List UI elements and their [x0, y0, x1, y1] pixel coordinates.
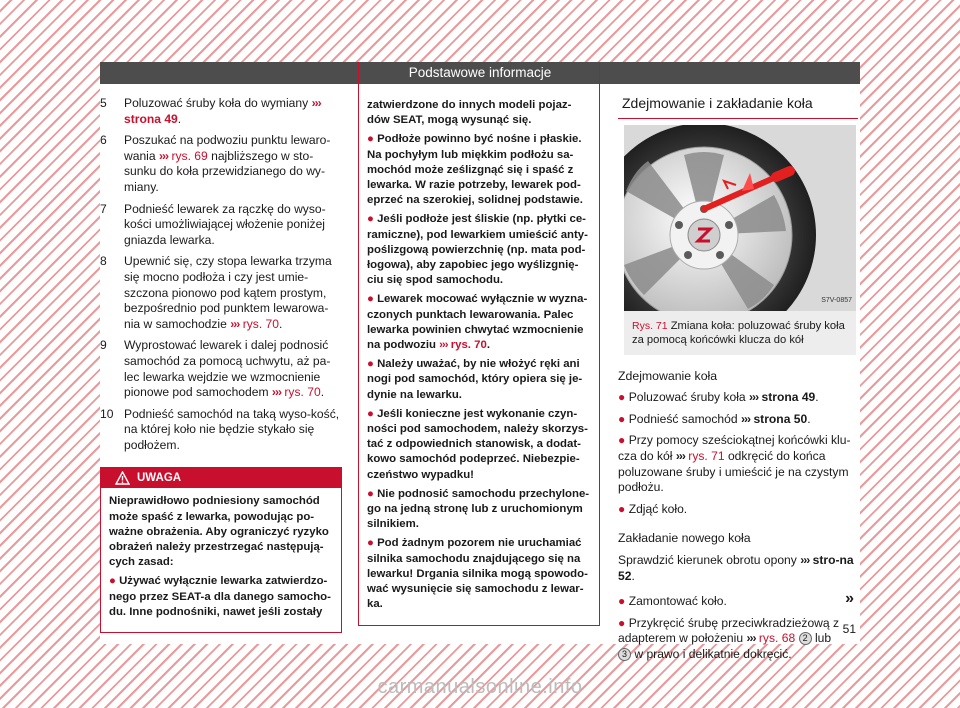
- removal-heading: Zdejmowanie koła: [618, 368, 718, 383]
- warning-triangle-icon: [115, 471, 130, 485]
- figure-code: S7V-0857: [821, 297, 852, 304]
- link-rys-69[interactable]: rys. 69: [171, 148, 208, 163]
- link-rys-70[interactable]: rys. 70: [284, 385, 321, 400]
- warning-continued-text: zatwierdzone do innych modeli pojaz-dów SEAT, mogą wysunąć się.: [367, 99, 572, 127]
- list-item: ● Zamontować koło.: [618, 594, 727, 609]
- warning-bullet: ● Jeśli konieczne jest wykonanie czyn-ności pod samochodem, należy skorzys-tać z odpowiednich stanowisk, a dodat-kowo samochód podeprzeć. Niebezpie-czeństwo wypadku!: [367, 407, 588, 481]
- position-3-badge: 3: [618, 648, 631, 661]
- bullet-icon: ●: [367, 358, 374, 371]
- warning-bullet: ● Nie podnosić samochodu przechylone-go na jedną stronę lub z uruchomionym silnikiem.: [367, 487, 590, 531]
- step-7: 7 Podnieść lewarek za rączkę do wyso-kości umożliwiającej włożenie poniżej gniazda lewarka.: [100, 201, 326, 247]
- bullet-icon: ●: [367, 133, 374, 146]
- position-2-badge: 2: [799, 632, 812, 645]
- warning-bullet: ● Podłoże powinno być nośne i płaskie. Na pochyłym lub miękkim podłożu sa-mochód może ześlizgnąć się i spaść z lewarka. W razie potrzeby, lewarek pod-eprzeć na szerokiej, solidnej podstawie.: [367, 133, 583, 207]
- link-rys-68[interactable]: rys. 68: [758, 631, 796, 646]
- column-3: [618, 96, 858, 669]
- link-rys-70[interactable]: rys. 70: [242, 316, 279, 331]
- list-item: ● Przykręcić śrubę przeciwkradzieżową z adapterem w położeniu ››› rys. 68 2 lub 3 w prawo i delikatnie dokręcić.: [618, 615, 840, 661]
- watermark: carmanualsonline.info: [377, 676, 583, 698]
- figure-caption: Rys. 71 Zmiana koła: poluzować śruby koła za pomocą końcówki klucza do kół: [624, 311, 856, 355]
- warning-header: [101, 468, 341, 488]
- wheel-illustration: [624, 125, 856, 311]
- page-number: 51: [842, 622, 856, 636]
- list-item: ● Poluzować śruby koła ››› strona 49.: [618, 390, 819, 405]
- warning-bullet: ● Używać wyłącznie lewarka zatwierdzo-nego przez SEAT-a dla danego samocho-du. Inne podnośniki, nawet jeśli zostały: [109, 575, 331, 618]
- install-heading: Zakładanie nowego koła: [618, 531, 751, 546]
- caption-ref: Rys. 71: [632, 319, 668, 332]
- list-item: ● Podnieść samochód ››› strona 50.: [618, 411, 811, 426]
- link-rys-70[interactable]: rys. 70: [450, 339, 487, 352]
- figure-71: [624, 125, 856, 311]
- warning-label: UWAGA: [137, 472, 182, 485]
- bullet-icon: ●: [618, 594, 626, 609]
- bullet-icon: ●: [109, 575, 116, 588]
- bullet-icon: ●: [618, 615, 626, 630]
- step-9: 9 Wyprostować lewarek i dalej podnosić samochód za pomocą uchwytu, aż pa-lec lewarka wejdzie we wzmocnienie pionowe pod samochodem ››› rys. 70.: [100, 338, 331, 400]
- bullet-icon: ●: [367, 213, 374, 226]
- bullet-icon: ●: [618, 411, 626, 426]
- warning-box: [100, 467, 342, 633]
- bullet-icon: ●: [618, 433, 626, 448]
- step-6: 6 Poszukać na podwoziu punktu lewaro-wania ››› rys. 69 najbliższego w sto-sunku do koła przewidzianego do wy-miany.: [100, 133, 331, 194]
- warning-bullet: ● Pod żadnym pozorem nie uruchamiać silnika samochodu znajdującego się na lewarku! Drgania silnika mogą spowodo-wać wysunięcie się samochodu z lewar-ka.: [367, 537, 588, 611]
- link-rys-71[interactable]: rys. 71: [688, 448, 725, 463]
- warning-continued: [358, 62, 600, 626]
- link-strona-50[interactable]: strona 50: [753, 411, 808, 426]
- warning-body: [101, 488, 341, 632]
- step-8: 8 Upewnić się, czy stopa lewarka trzyma się mocno podłoża i czy jest umie-szczona pionowo pod kątem prostym, bezpośrednio pod punktem lewarowa-nia w samochodzie ››› rys. 70.: [100, 254, 332, 331]
- page-header: Podstawowe informacje: [100, 62, 860, 84]
- column-2: [358, 96, 600, 626]
- bullet-icon: ●: [367, 537, 374, 550]
- warning-intro: Nieprawidłowo podniesiony samochód może spaść z lewarka, powodując po-ważne obrażenia. Aby ograniczyć ryzyko obrażeń należy przestrzegać następują-cych zasad:: [109, 495, 329, 569]
- bullet-icon: ●: [618, 501, 626, 516]
- section-title: Zdejmowanie i zakładanie koła: [618, 96, 858, 119]
- link-strona-49[interactable]: strona 49: [761, 390, 816, 405]
- manual-page: [100, 62, 860, 661]
- list-item: ● Zdjąć koło.: [618, 501, 688, 516]
- bullet-icon: ●: [367, 407, 374, 420]
- install-paragraph: Sprawdzić kierunek obrotu opony ››› stro-na 52.: [618, 552, 854, 583]
- bullet-icon: ●: [367, 293, 374, 306]
- warning-bullet: ● Lewarek mocować wyłącznie w wyzna-czonych punktach lewarowania. Palec lewarka powinien chwytać wzmocnienie na podwoziu ››› rys. 70.: [367, 293, 588, 352]
- bullet-icon: ●: [618, 390, 626, 405]
- link-strona-52[interactable]: stro-na 52: [618, 552, 854, 583]
- warning-bullet: ● Należy uważać, by nie włożyć ręki ani nogi pod samochód, który opiera się je-dynie na lewarku.: [367, 358, 583, 401]
- link-strona-49[interactable]: strona 49: [124, 111, 178, 126]
- bullet-icon: ●: [367, 487, 374, 500]
- warning-bullet: ● Jeśli podłoże jest śliskie (np. płytki ce-ramiczne), pod lewarkiem umieścić anty-poślizgową powierzchnię (np. mata pod-łogowa), aby zapobiec jego wyślizgnię-ciu się spod samochodu.: [367, 213, 588, 287]
- column-1: [100, 96, 342, 633]
- step-10: 10 Podnieść samochód na taką wyso-kość, na której koło nie będzie stykało się podłożem.: [100, 406, 340, 452]
- continue-icon: »: [845, 590, 852, 607]
- list-item: ● Przy pomocy sześciokątnej końcówki klu-cza do kół ››› rys. 71 odkręcić do końca poluzowane śruby i umieścić je na czystym podłożu.: [618, 433, 851, 495]
- step-5: 5 Poluzować śruby koła do wymiany ››› strona 49.: [100, 96, 321, 126]
